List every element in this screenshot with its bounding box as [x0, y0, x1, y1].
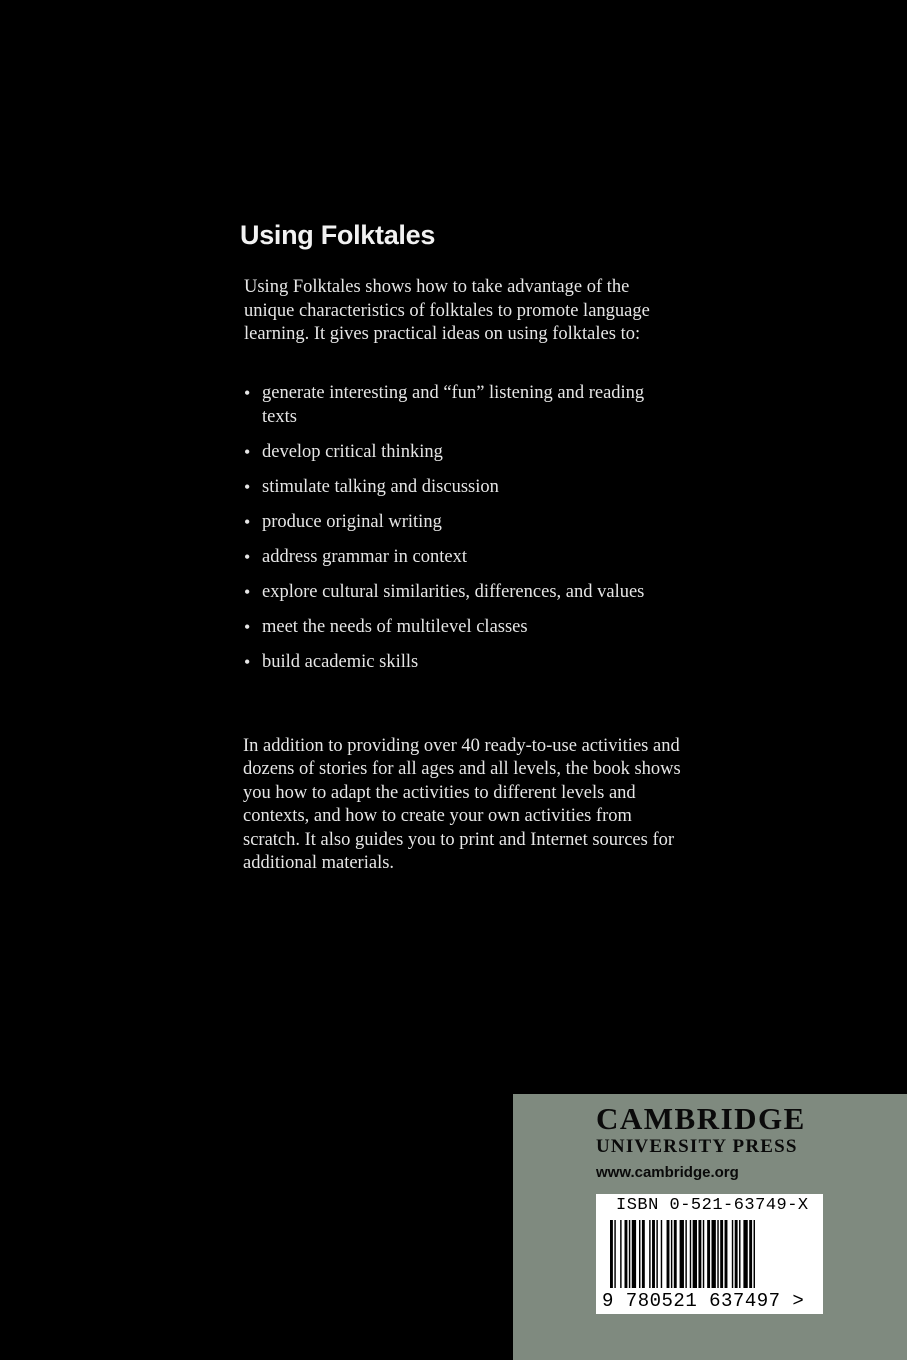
list-item: [244, 441, 664, 465]
list-item: [244, 511, 664, 535]
list-item-text: produce original writing: [262, 511, 442, 532]
list-item-text: stimulate talking and discussion: [262, 476, 499, 497]
list-item: [244, 651, 664, 675]
list-item: [244, 581, 664, 605]
intro-paragraph: Using Folktales shows how to take advantage of the unique characteristics of folktales to promote language learning. It gives practical ideas on using folktales to:: [244, 277, 650, 344]
list-item-text: explore cultural similarities, differences, and values: [262, 581, 645, 602]
list-item-text: address grammar in context: [262, 546, 467, 567]
bullet-icon: •: [244, 651, 251, 672]
list-item-text: generate interesting and “fun” listening and reading texts: [262, 383, 645, 427]
bullet-icon: •: [244, 581, 251, 602]
barcode-number: 9 780521 637497 >: [602, 1290, 805, 1312]
isbn-label: ISBN 0-521-63749-X: [616, 1196, 809, 1215]
bullet-icon: •: [244, 616, 251, 637]
barcode-box: [596, 1194, 823, 1314]
bullet-icon: •: [244, 511, 251, 532]
barcode-icon: [606, 1220, 816, 1288]
bullet-icon: •: [244, 383, 251, 403]
bullet-icon: •: [244, 476, 251, 497]
list-item: [244, 546, 664, 570]
list-item-text: meet the needs of multilevel classes: [262, 616, 528, 637]
book-title: Using Folktales: [240, 220, 436, 250]
bullet-icon: •: [244, 441, 251, 462]
feature-list: [244, 382, 664, 686]
list-item: [244, 382, 664, 429]
closing-paragraph: In addition to providing over 40 ready-to-use activities and dozens of stories for all ages and all levels, the book shows you how to adapt the activities to different levels and contexts, and how to create your own activities from scratch. It also guides you to print and Internet sources for additional materials.: [243, 736, 681, 874]
publisher-name: CAMBRIDGE: [596, 1101, 806, 1136]
publisher-subtitle: UNIVERSITY PRESS: [596, 1136, 798, 1157]
list-item-text: build academic skills: [262, 651, 419, 672]
list-item-text: develop critical thinking: [262, 441, 443, 462]
list-item: [244, 476, 664, 500]
list-item: [244, 616, 664, 640]
bullet-icon: •: [244, 546, 251, 567]
publisher-url: www.cambridge.org: [596, 1164, 739, 1181]
publisher-panel: [513, 1094, 907, 1360]
